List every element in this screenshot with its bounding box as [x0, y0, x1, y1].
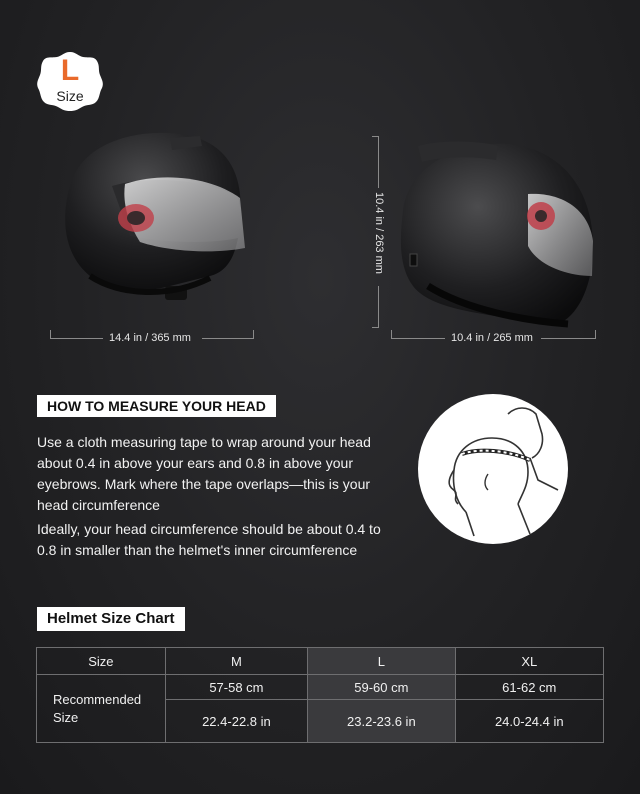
head-tape-drawing — [418, 394, 568, 544]
side-width-line-right — [202, 338, 254, 339]
size-chart-header-row — [37, 648, 604, 675]
front-height-tick-bottom — [372, 327, 379, 328]
size-xl-header: XL — [455, 648, 603, 675]
front-height-line-top — [378, 136, 379, 188]
front-width-line-left — [391, 338, 445, 339]
size-badge — [36, 50, 104, 112]
size-l-inch: 23.2-23.6 in — [308, 700, 455, 743]
size-chart-table — [36, 647, 604, 743]
size-chart-heading: Helmet Size Chart — [37, 607, 185, 631]
badge-word: Size — [56, 88, 84, 104]
side-width-label: 14.4 in / 365 mm — [109, 332, 191, 344]
front-height-label: 10.4 in / 263 mm — [373, 192, 385, 274]
helmet-front-view-image — [388, 136, 600, 332]
head-measure-illustration — [418, 394, 568, 544]
size-label-cell: Size — [37, 648, 166, 675]
helmet-side-view-image — [50, 126, 255, 321]
size-xl-inch: 24.0-24.4 in — [455, 700, 603, 743]
badge-letter: L — [60, 54, 80, 87]
front-width-line-right — [541, 338, 596, 339]
front-width-label: 10.4 in / 265 mm — [451, 332, 533, 344]
side-width-line-left — [50, 338, 103, 339]
measure-heading: HOW TO MEASURE YOUR HEAD — [37, 395, 276, 417]
size-l-header: L — [308, 648, 455, 675]
side-width-tick-left — [50, 330, 51, 339]
front-height-tick-top — [372, 136, 379, 137]
size-m-inch: 22.4-22.8 in — [165, 700, 307, 743]
front-height-line-bottom — [378, 286, 379, 328]
measure-instructions: Use a cloth measuring tape to wrap around your head about 0.4 in above your ears and 0.8 in above your eyebrows. Mark where the tape overlaps—this is your head circumference — [37, 434, 371, 513]
front-width-tick-right — [595, 330, 596, 339]
side-width-tick-right — [253, 330, 254, 339]
front-width-tick-left — [391, 330, 392, 339]
size-m-header: M — [165, 648, 307, 675]
size-chart-cm-row — [37, 675, 604, 700]
size-xl-cm: 61-62 cm — [455, 675, 603, 700]
size-l-cm: 59-60 cm — [308, 675, 455, 700]
recommended-size-label: Recommended Size — [37, 675, 166, 743]
measure-advice: Ideally, your head circumference should be about 0.4 to 0.8 in smaller than the helmet's inner circumference — [37, 521, 381, 558]
size-m-cm: 57-58 cm — [165, 675, 307, 700]
